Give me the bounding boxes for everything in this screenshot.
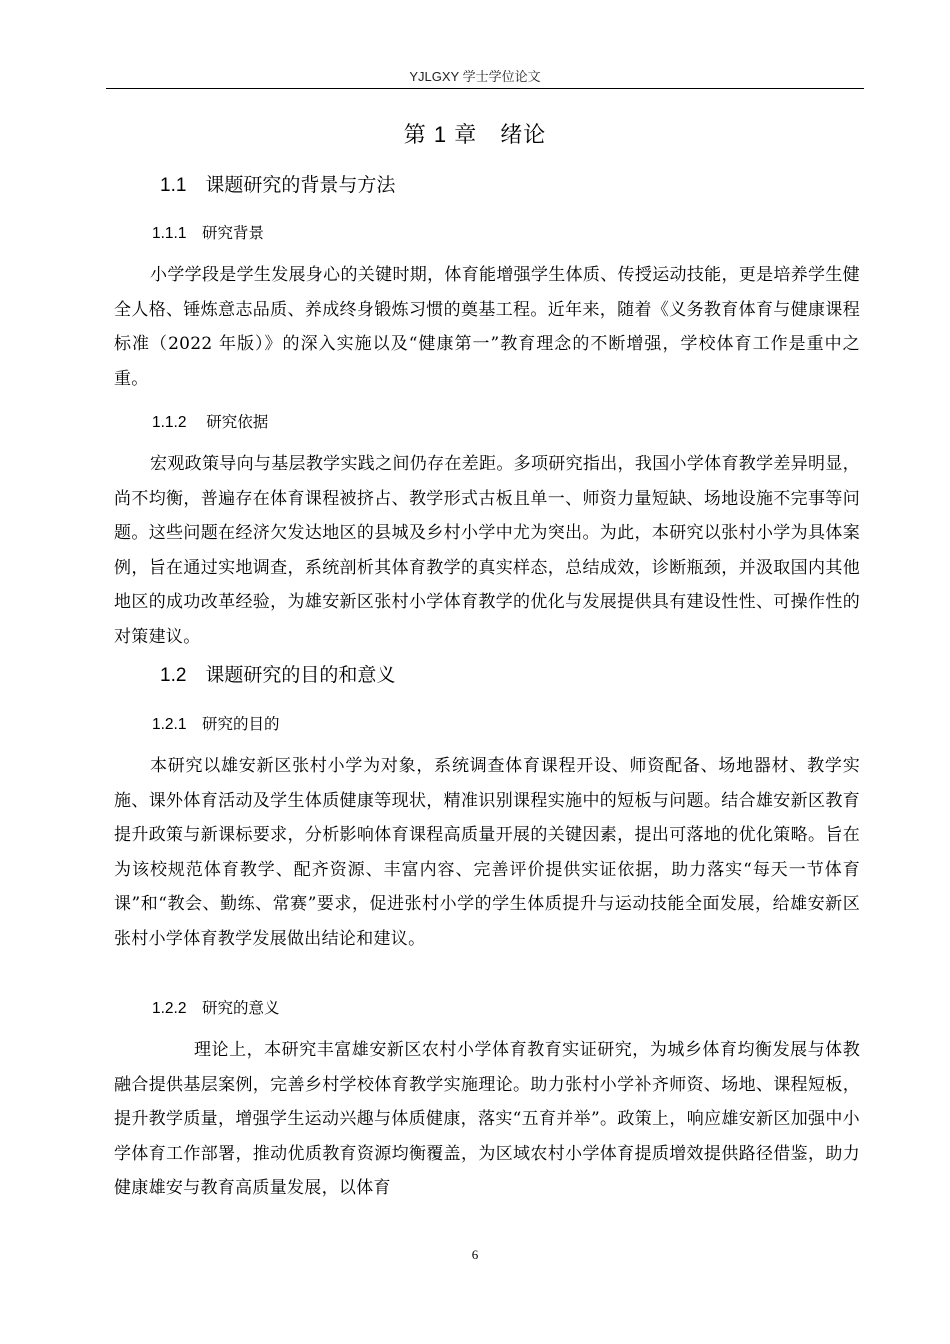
subsection-heading-1-2-2: 1.2.2 研究的意义 bbox=[152, 1000, 280, 1017]
paragraph-research-purpose: 本研究以雄安新区张村小学为对象，系统调查体育课程开设、师资配备、场地器材、教学实施、课外体育活动及学生体质健康等现状，精准识别课程实施中的短板与问题。结合雄安新区教育提升政策与新课标要求，分析影响体育课程高质量开展的关键因素，提出可落地的优化策略。旨在为该校规范体育教学、配齐资源、丰富内容、完善评价提供实证依据，助力落实“每天一节体育课”和“教会、勤练、常赛”要求，促进张村小学的学生体质提升与运动技能全面发展，给雄安新区张村小学体育教学发展做出结论和建议。 bbox=[114, 756, 860, 949]
paragraph-research-significance: 理论上，本研究丰富雄安新区农村小学体育教育实证研究，为城乡体育均衡发展与体教融合提供基层案例，完善乡村学校体育教学实施理论。助力张村小学补齐师资、场地、课程短板，提升教学质量，增强学生运动兴趣与体质健康，落实“五育并举”。政策上，响应雄安新区加强中小学体育工作部署，推动优质教育资源均衡覆盖，为区域农村小学体育提质增效提供路径借鉴，助力健康雄安与教育高质量发展，以体育 bbox=[114, 1040, 860, 1199]
paragraph-research-background: 小学学段是学生发展身心的关键时期，体育能增强学生体质、传授运动技能，更是培养学生健全人格、锤炼意志品质、养成终身锻炼习惯的奠基工程。近年来，随着《义务教育体育与健康课程标准（2022 年版）》的深入实施以及“健康第一”教育理念的不断增强，学校体育工作是重中之重。 bbox=[114, 265, 860, 389]
subsection-heading-1-1-1: 1.1.1 研究背景 bbox=[152, 225, 264, 242]
section-heading-1-2: 1.2 课题研究的目的和意义 bbox=[160, 665, 396, 686]
header-rule bbox=[106, 88, 864, 89]
subsection-heading-1-2-1: 1.2.1 研究的目的 bbox=[152, 716, 280, 733]
paragraph-research-basis: 宏观政策导向与基层教学实践之间仍存在差距。多项研究指出，我国小学体育教学差异明显，尚不均衡，普遍存在体育课程被挤占、教学形式古板且单一、师资力量短缺、场地设施不完事等问题。这些问题在经济欠发达地区的县城及乡村小学中尤为突出。为此，本研究以张村小学为具体案例，旨在通过实地调查，系统剖析其体育教学的真实样态，总结成效，诊断瓶颈，并汲取国内其他地区的成功改革经验，为雄安新区张村小学体育教学的优化与发展提供具有建设性性、可操作性的对策建议。 bbox=[114, 454, 860, 647]
section-heading-1-1: 1.1 课题研究的背景与方法 bbox=[160, 175, 396, 196]
subsection-heading-1-1-2: 1.1.2 研究依据 bbox=[152, 414, 269, 431]
chapter-title: 第 1 章 绪论 bbox=[403, 122, 547, 147]
page-number: 6 bbox=[471, 1247, 479, 1262]
running-header: YJLGXY 学士学位论文 bbox=[409, 69, 541, 84]
